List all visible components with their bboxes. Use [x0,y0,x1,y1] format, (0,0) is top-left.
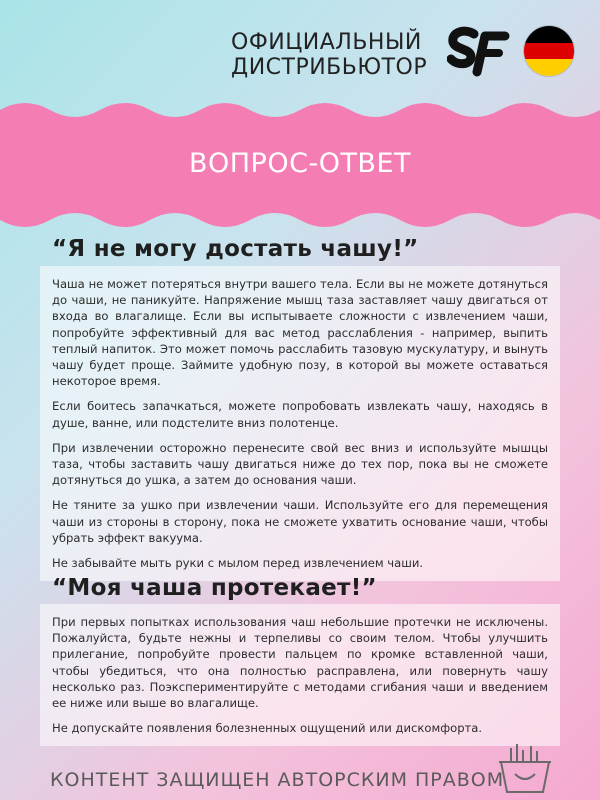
official-distributor-label [231,30,427,80]
sf-logo-icon [447,26,513,78]
question-heading-1: “Я не могу достать чашу!” [52,236,419,262]
answer-paragraph: Не забывайте мыть руки с мылом перед извлечением чаши. [52,556,424,571]
header [0,0,600,100]
answer-paragraph: Если боитесь запачкаться, можете попробовать извлекать чашу, находясь в душе, ванне, или подстелите вниз полотенце. [52,399,548,430]
answer-paragraph: При извлечении осторожно перенесите свой вес вниз и используйте мышцы таза, чтобы заставить чашу двигаться ниже до тех пор, пока вы не сможете дотянуться до ушка, а затем до основания чаши. [52,440,548,488]
germany-flag-icon [524,26,574,76]
banner-title: ВОПРОС-ОТВЕТ [188,148,412,179]
answer-card-1 [40,266,560,581]
answer-paragraph: При первых попытках использования чаш небольшие протечки не исключены. Пожалуйста, будьте нежны и терпеливы со своим телом. Чтобы улучшить прилегание, попробуйте провести пальцем по кромке вставленной чаши, чтобы убедиться, что она полностью расправлена, или повернуть чашу несколько раз. Поэкспериментируйте с методами сгибания чаши и введением ее ниже или выше во влагалище. [52,615,548,711]
question-heading-2: “Моя чаша протекает!” [52,575,377,601]
distributor-line-2: ДИСТРИБЬЮТОР [231,55,428,80]
distributor-line-1: ОФИЦИАЛЬНЫЙ [231,30,422,55]
answer-paragraph: Не допускайте появления болезненных ощущений или дискомфорта. [52,721,483,736]
shopping-basket-icon [495,742,555,794]
copyright-notice: КОНТЕНТ ЗАЩИЩЕН АВТОРСКИМ ПРАВОМ [50,769,505,791]
answer-paragraph: Не тяните за ушко при извлечении чаши. Используйте его для перемещения чаши из стороны в сторону, пока не сможете ухватить основание чаши, чтобы убрать эффект вакуума. [52,498,548,545]
answer-card-2 [40,604,560,746]
answer-paragraph: Чаша не может потеряться внутри вашего тела. Если вы не можете дотянуться до чаши, не паникуйте. Напряжение мышц таза заставляет чашу двигаться от входа во влагалище. Если вы испытываете сложности с извлечением чаши, попробуйте эффективный для вас метод расслабления - например, выпить теплый напиток. Это может помочь расслабить тазовую мускулатуру, и вынуть чашу будет проще. Займите удобную позу, в которой вы можете оставаться некоторое время. [52,277,548,389]
